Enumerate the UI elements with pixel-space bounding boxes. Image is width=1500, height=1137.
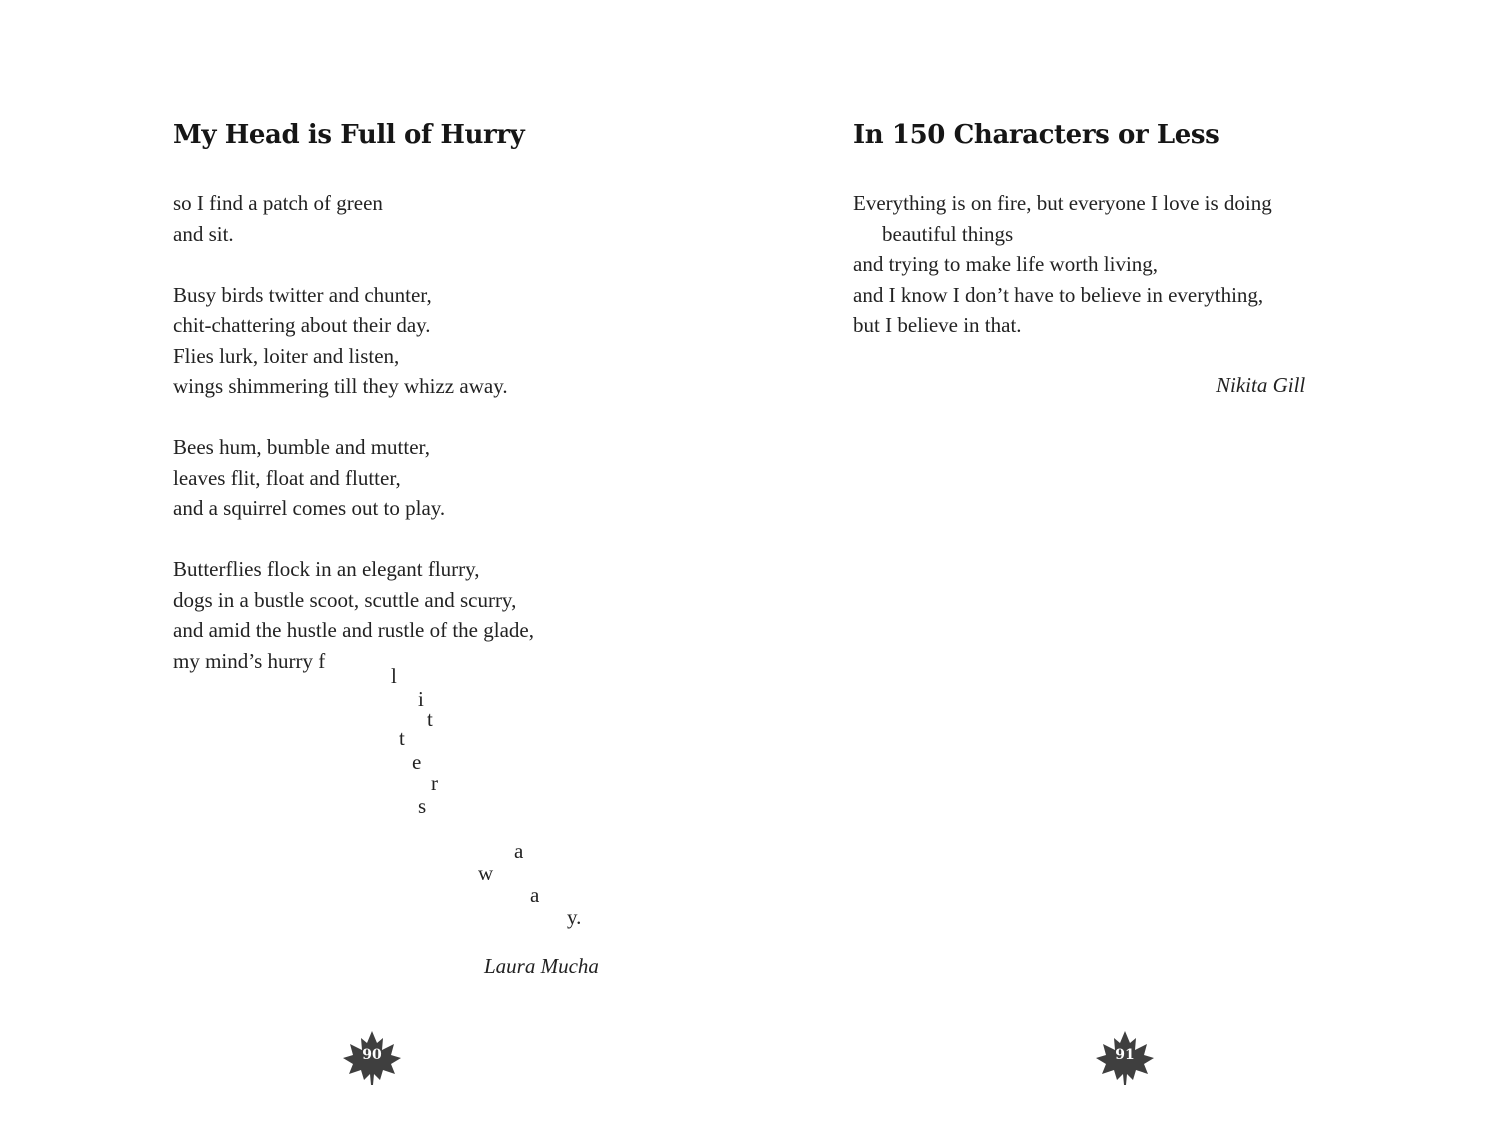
falling-letter: t	[427, 707, 433, 731]
poem-line: leaves flit, float and flutter,	[173, 465, 401, 490]
page-number-badge	[342, 1030, 402, 1086]
falling-letter: s	[418, 794, 427, 818]
poem-body	[853, 188, 1413, 341]
falling-letter: t	[399, 726, 405, 750]
right-page	[750, 0, 1500, 1137]
falling-letter: e	[412, 750, 422, 774]
poem-line: Bees hum, bumble and mutter,	[173, 435, 430, 459]
falling-letter: w	[478, 861, 494, 885]
poem-line: my mind’s hurry f	[173, 648, 326, 673]
poem-line: Busy birds twitter and chunter,	[173, 282, 432, 307]
poem-line: but I believe in that.	[853, 313, 1022, 337]
falling-letter: l	[391, 664, 397, 688]
falling-letter: r	[431, 771, 438, 795]
poem-line: and trying to make life worth living,	[853, 252, 1159, 276]
page-number: 91	[1115, 1047, 1135, 1063]
page-number-badge	[1095, 1030, 1155, 1086]
falling-letter: y.	[567, 905, 582, 929]
poem-line: beautiful things	[882, 221, 1014, 246]
poem-author: Laura Mucha	[484, 954, 599, 978]
poem-line: Everything is on fire, but everyone I love is doing	[853, 191, 1272, 215]
poem-author: Nikita Gill	[1216, 373, 1306, 397]
poem-line: and amid the hustle and rustle of the glade,	[173, 618, 534, 642]
falling-letter: a	[514, 839, 524, 863]
page-number: 90	[362, 1047, 382, 1063]
poem-line: and I know I don’t have to believe in everything,	[853, 282, 1264, 307]
poem-line: and sit.	[173, 221, 234, 246]
poem-line: and a squirrel comes out to play.	[173, 496, 446, 520]
poem-line: Flies lurk, loiter and listen,	[173, 343, 400, 368]
poem-line: so I find a patch of green	[173, 191, 383, 215]
poem-body	[173, 188, 693, 676]
poem-title: In 150 Characters or Less	[853, 120, 1220, 150]
falling-letter: a	[530, 883, 540, 907]
poem-line: Butterflies flock in an elegant flurry,	[173, 557, 480, 581]
poem-title: My Head is Full of Hurry	[173, 120, 525, 150]
poem-line: wings shimmering till they whizz away.	[173, 374, 508, 398]
falling-letter: i	[418, 687, 424, 711]
poem-line: chit-chattering about their day.	[173, 313, 431, 337]
poem-line: dogs in a bustle scoot, scuttle and scurry,	[173, 587, 517, 612]
